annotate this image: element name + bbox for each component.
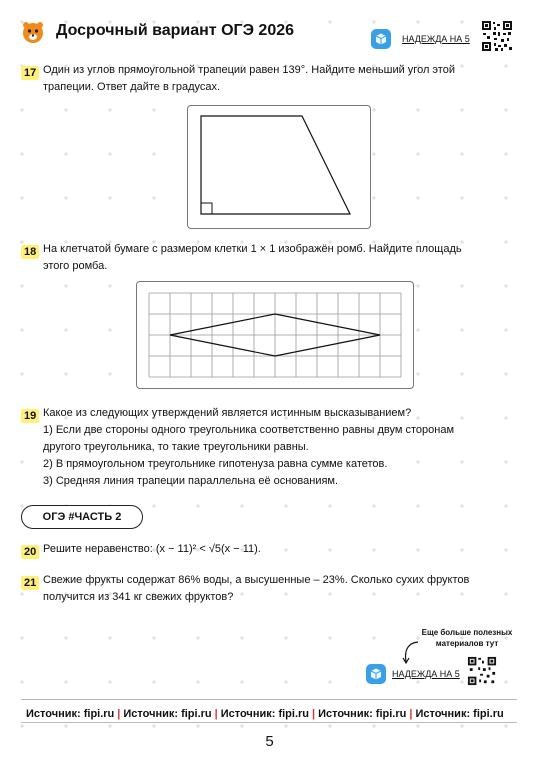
task-line: Свежие фрукты содержат 86% воды, а высушенные – 23%. Сколько сухих фруктов — [43, 574, 470, 586]
task-line: Один из углов прямоугольной трапеции равен 139°. Найдите меньший угол этой — [43, 64, 455, 76]
rhombus-grid-drawing — [137, 282, 413, 388]
source-link[interactable]: Источник: fipi.ru — [415, 708, 504, 720]
footer-separator: | — [409, 708, 413, 720]
promo-text — [417, 627, 517, 649]
task-20-text — [43, 541, 513, 558]
trapezoid-drawing — [188, 106, 370, 228]
task-number: 17 — [21, 66, 39, 80]
footer-top-divider — [21, 699, 517, 700]
promo-line: материалов тут — [435, 639, 499, 648]
task-line: получится из 341 кг свежих фруктов? — [43, 591, 234, 603]
tiger-logo-icon — [21, 20, 45, 44]
footer-bottom-divider — [21, 722, 517, 723]
footer-separator: | — [117, 708, 121, 720]
task-line: Решите неравенство: (x − 11)² < √5(x − 11). — [43, 543, 261, 555]
task-20 — [21, 542, 39, 560]
promo-link[interactable]: НАДЕЖДА НА 5 — [392, 669, 460, 679]
task-line: этого ромба. — [43, 260, 108, 272]
task-line: 2) В прямоугольном треугольнике гипотенуза равна сумме катетов. — [43, 458, 388, 470]
task-line: Какое из следующих утверждений является истинным высказыванием? — [43, 407, 412, 419]
task-number: 18 — [21, 245, 39, 259]
qr-code-icon[interactable] — [467, 656, 497, 686]
task-17 — [21, 63, 39, 81]
section-badge: ОГЭ #ЧАСТЬ 2 — [21, 505, 143, 529]
task-line: другого треугольника, то такие треугольники равны. — [43, 441, 309, 453]
task-line: трапеции. Ответ дайте в градусах. — [43, 81, 221, 93]
task-21 — [21, 573, 39, 591]
qr-code-icon[interactable] — [481, 20, 513, 52]
source-link[interactable]: Источник: fipi.ru — [26, 708, 115, 720]
source-link[interactable]: Источник: fipi.ru — [318, 708, 407, 720]
footer-sources — [26, 708, 504, 720]
task-19-text — [43, 405, 513, 490]
footer-separator: | — [214, 708, 218, 720]
task-number: 19 — [21, 409, 39, 423]
brand-link[interactable]: НАДЕЖДА НА 5 — [402, 34, 470, 44]
page-number: 5 — [265, 733, 274, 750]
task-17-text — [43, 62, 513, 96]
cube-icon — [365, 663, 387, 685]
footer-separator: | — [312, 708, 316, 720]
cube-icon — [370, 28, 392, 50]
page-title: Досрочный вариант ОГЭ 2026 — [56, 22, 295, 39]
promo-line: Еще больше полезных — [421, 628, 513, 637]
task-19 — [21, 406, 39, 424]
task-18 — [21, 242, 39, 260]
rhombus-figure — [136, 281, 414, 389]
task-21-text — [43, 572, 513, 606]
source-link[interactable]: Источник: fipi.ru — [123, 708, 212, 720]
curved-arrow-icon — [400, 640, 422, 666]
task-18-text — [43, 241, 513, 275]
task-line: На клетчатой бумаге с размером клетки 1 × 1 изображён ромб. Найдите площадь — [43, 243, 462, 255]
trapezoid-figure — [187, 105, 371, 229]
task-line: 1) Если две стороны одного треугольника соответственно равны двум сторонам — [43, 424, 455, 436]
task-number: 21 — [21, 576, 39, 590]
task-number: 20 — [21, 545, 39, 559]
source-link[interactable]: Источник: fipi.ru — [220, 708, 309, 720]
task-line: 3) Средняя линия трапеции параллельна её основаниям. — [43, 475, 339, 487]
